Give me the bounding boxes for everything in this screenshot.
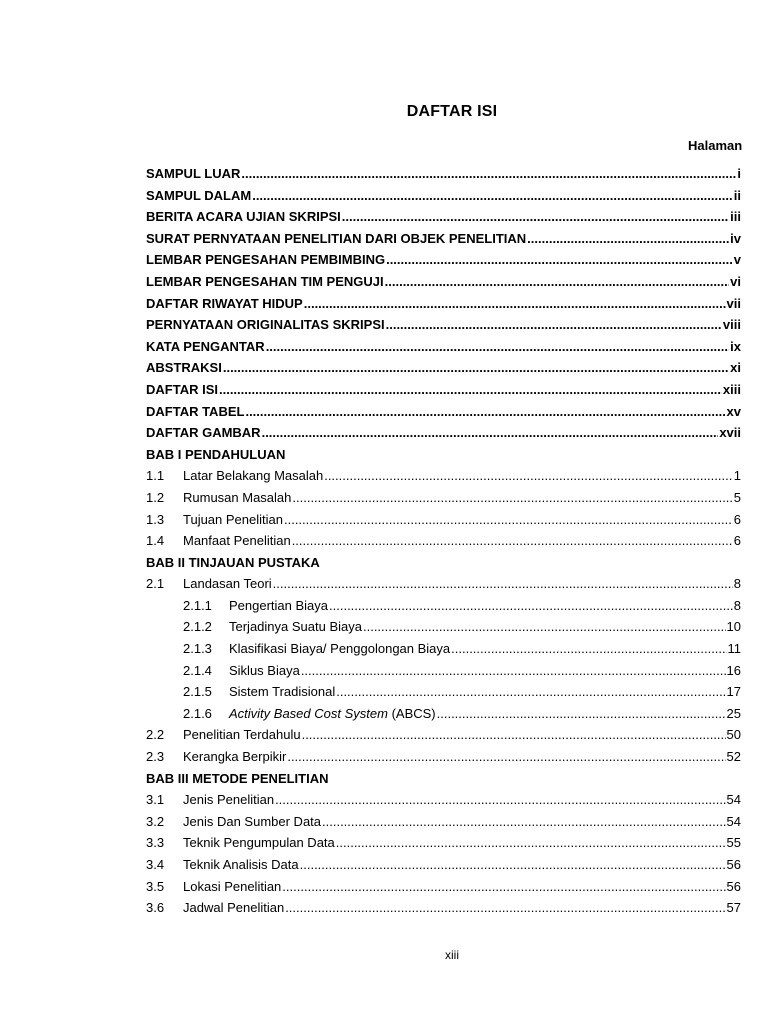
dot-leader xyxy=(287,746,725,768)
toc-entry-page: 56 xyxy=(726,878,741,894)
toc-entry-page: 55 xyxy=(726,835,741,851)
toc-entry-label: Kerangka Berpikir xyxy=(183,749,287,765)
toc-entry xyxy=(146,768,741,790)
toc-entry-number: 2.2 xyxy=(146,727,165,743)
toc-entry-page: xiii xyxy=(722,381,741,397)
toc-entry xyxy=(146,811,741,833)
toc-entry-label: KATA PENGANTAR xyxy=(146,338,265,354)
toc-entry xyxy=(146,185,741,207)
dot-leader xyxy=(282,876,725,898)
toc-entry-label: PERNYATAAN ORIGINALITAS SKRIPSI xyxy=(146,317,385,333)
toc-entry xyxy=(146,703,741,725)
toc-entry xyxy=(146,357,741,379)
dot-leader xyxy=(329,595,733,617)
dot-leader xyxy=(300,854,726,876)
toc-entry-number: 2.3 xyxy=(146,749,165,765)
toc-entry-label: Jadwal Penelitian xyxy=(183,900,285,916)
toc-entry xyxy=(146,616,741,638)
dot-leader xyxy=(437,703,726,725)
toc-entry-label-rest: (ABCS) xyxy=(387,705,436,721)
toc-entry-page: iii xyxy=(730,209,741,225)
toc-entry-label: Manfaat Penelitian xyxy=(183,533,291,549)
toc-entry-label: SURAT PERNYATAAN PENELITIAN DARI OBJEK PENELITIAN xyxy=(146,230,527,246)
toc-entry xyxy=(146,832,741,854)
table-of-contents xyxy=(146,163,741,919)
toc-entry-label: LEMBAR PENGESAHAN TIM PENGUJI xyxy=(146,273,384,289)
toc-entry-page: 17 xyxy=(726,684,741,700)
toc-entry xyxy=(146,314,741,336)
toc-entry-number: 3.6 xyxy=(146,900,165,916)
dot-leader xyxy=(262,422,719,444)
toc-entry-label: BAB III METODE PENELITIAN xyxy=(146,770,329,786)
toc-entry-number: 1.3 xyxy=(146,511,165,527)
toc-entry-page: ii xyxy=(733,187,741,203)
toc-entry-label: SAMPUL DALAM xyxy=(146,187,252,203)
toc-entry-number: 3.2 xyxy=(146,813,165,829)
toc-entry xyxy=(146,293,741,315)
toc-entry-label: Terjadinya Suatu Biaya xyxy=(229,619,362,635)
toc-entry xyxy=(146,336,741,358)
toc-entry xyxy=(146,595,741,617)
toc-entry-number: 2.1.1 xyxy=(183,597,212,613)
toc-entry xyxy=(146,660,741,682)
toc-entry-label: ABSTRAKSI xyxy=(146,360,222,376)
dot-leader xyxy=(292,487,732,509)
toc-entry-label: Lokasi Penelitian xyxy=(183,878,282,894)
page-column-header: Halaman xyxy=(688,138,743,153)
toc-entry xyxy=(146,271,741,293)
toc-entry-number: 3.1 xyxy=(146,792,165,808)
dot-leader xyxy=(301,660,726,682)
dot-leader xyxy=(285,897,725,919)
toc-entry-number: 2.1.4 xyxy=(183,662,212,678)
toc-entry xyxy=(146,681,741,703)
toc-entry-number: 3.3 xyxy=(146,835,165,851)
toc-entry-page: 56 xyxy=(726,857,741,872)
dot-leader xyxy=(385,271,730,293)
toc-entry xyxy=(146,401,741,423)
toc-entry-label: DAFTAR RIWAYAT HIDUP xyxy=(146,295,303,311)
toc-entry-page: vi xyxy=(730,273,741,289)
dot-leader xyxy=(241,163,736,185)
toc-entry-page: 8 xyxy=(733,576,741,592)
toc-entry-label: LEMBAR PENGESAHAN PEMBIMBING xyxy=(146,252,386,268)
toc-entry-page: xv xyxy=(726,403,741,419)
toc-entry-page: 6 xyxy=(733,533,741,549)
toc-entry-page: v xyxy=(733,252,741,268)
toc-entry xyxy=(146,444,741,466)
dot-leader xyxy=(363,616,726,638)
toc-entry-page: 25 xyxy=(726,705,741,721)
dot-leader xyxy=(324,465,733,487)
dot-leader xyxy=(302,724,726,746)
toc-entry-page: 1 xyxy=(733,468,741,484)
toc-entry-page: 50 xyxy=(726,727,741,743)
toc-entry-page: 10 xyxy=(726,619,741,635)
toc-entry-label: Jenis Dan Sumber Data xyxy=(183,813,322,829)
toc-entry-label: Teknik Analisis Data xyxy=(183,857,299,872)
toc-entry-page: i xyxy=(737,166,741,181)
toc-entry xyxy=(146,552,741,574)
toc-entry-page: 11 xyxy=(727,641,741,657)
toc-entry-page: 5 xyxy=(733,489,741,505)
toc-entry-number: 1.4 xyxy=(146,533,165,549)
dot-leader xyxy=(386,314,722,336)
toc-entry-label: BERITA ACARA UJIAN SKRIPSI xyxy=(146,209,341,225)
toc-entry-number: 2.1.5 xyxy=(183,684,212,700)
toc-entry xyxy=(146,487,741,509)
dot-leader xyxy=(292,530,733,552)
toc-entry-label: Sistem Tradisional xyxy=(229,684,336,700)
toc-entry xyxy=(146,897,741,919)
page-title: DAFTAR ISI xyxy=(406,103,498,120)
toc-entry xyxy=(146,228,741,250)
toc-entry-page: 54 xyxy=(726,813,741,829)
toc-entry xyxy=(146,573,741,595)
toc-entry xyxy=(146,509,741,531)
dot-leader xyxy=(322,811,726,833)
toc-entry-number: 2.1 xyxy=(146,576,165,592)
toc-entry-label: BAB I PENDAHULUAN xyxy=(146,446,286,462)
dot-leader xyxy=(336,832,726,854)
dot-leader xyxy=(451,638,726,660)
toc-entry-number: 1.2 xyxy=(146,489,165,505)
toc-entry xyxy=(146,789,741,811)
toc-entry-label: Tujuan Penelitian xyxy=(183,511,283,527)
toc-entry-page: xvii xyxy=(719,425,741,441)
dot-leader xyxy=(223,357,729,379)
toc-entry xyxy=(146,638,741,660)
toc-entry-label: DAFTAR GAMBAR xyxy=(146,425,261,441)
dot-leader xyxy=(252,185,733,207)
toc-entry-number: 3.5 xyxy=(146,878,165,894)
toc-entry-page: 6 xyxy=(733,511,741,527)
toc-entry-page: 16 xyxy=(726,662,741,678)
toc-entry xyxy=(146,249,741,271)
toc-entry-page: xi xyxy=(730,360,741,376)
toc-entry-page: ix xyxy=(730,338,741,354)
toc-entry-number: 2.1.2 xyxy=(183,619,212,635)
toc-entry-label xyxy=(229,703,436,725)
toc-entry-label: BAB II TINJAUAN PUSTAKA xyxy=(146,554,320,570)
toc-entry-page: 54 xyxy=(726,792,741,808)
toc-entry-label: Rumusan Masalah xyxy=(183,489,292,505)
toc-entry-label: DAFTAR TABEL xyxy=(146,403,245,419)
toc-entry-label-italic: Activity Based Cost System xyxy=(229,705,388,721)
dot-leader xyxy=(245,401,725,423)
dot-leader xyxy=(527,228,729,250)
toc-entry-number: 2.1.6 xyxy=(183,705,212,721)
toc-entry xyxy=(146,206,741,228)
toc-entry-page: iv xyxy=(730,230,741,246)
toc-entry xyxy=(146,163,741,185)
dot-leader xyxy=(336,681,725,703)
toc-entry-label: Siklus Biaya xyxy=(229,662,300,678)
dot-leader xyxy=(273,573,733,595)
toc-entry-label: SAMPUL LUAR xyxy=(146,166,241,181)
toc-entry xyxy=(146,530,741,552)
toc-entry-label: Teknik Pengumpulan Data xyxy=(183,835,335,851)
toc-entry xyxy=(146,379,741,401)
dot-leader xyxy=(342,206,729,228)
dot-leader xyxy=(266,336,729,358)
toc-entry-label: DAFTAR ISI xyxy=(146,381,218,397)
toc-entry-label: Pengertian Biaya xyxy=(229,597,329,613)
toc-entry xyxy=(146,724,741,746)
toc-entry xyxy=(146,854,741,876)
toc-entry-label: Jenis Penelitian xyxy=(183,792,275,808)
dot-leader xyxy=(284,509,733,531)
footer-page-number: xiii xyxy=(445,948,459,962)
dot-leader xyxy=(219,379,722,401)
toc-entry-page: 52 xyxy=(726,749,741,765)
toc-entry-page: 8 xyxy=(733,597,741,613)
toc-entry xyxy=(146,876,741,898)
toc-entry-label: Klasifikasi Biaya/ Penggolongan Biaya xyxy=(229,641,451,657)
toc-entry-number: 1.1 xyxy=(146,468,165,484)
toc-entry-page: vii xyxy=(726,295,741,311)
toc-entry-number: 3.4 xyxy=(146,857,165,872)
toc-entry-label: Penelitian Terdahulu xyxy=(183,727,301,743)
toc-entry xyxy=(146,746,741,768)
dot-leader xyxy=(386,249,733,271)
toc-entry-label: Landasan Teori xyxy=(183,576,272,592)
toc-entry xyxy=(146,465,741,487)
toc-entry-page: viii xyxy=(722,317,741,333)
toc-entry-page: 57 xyxy=(726,900,741,916)
toc-entry-number: 2.1.3 xyxy=(183,641,212,657)
toc-entry xyxy=(146,422,741,444)
dot-leader xyxy=(275,789,725,811)
dot-leader xyxy=(304,293,726,315)
toc-entry-label: Latar Belakang Masalah xyxy=(183,468,324,484)
